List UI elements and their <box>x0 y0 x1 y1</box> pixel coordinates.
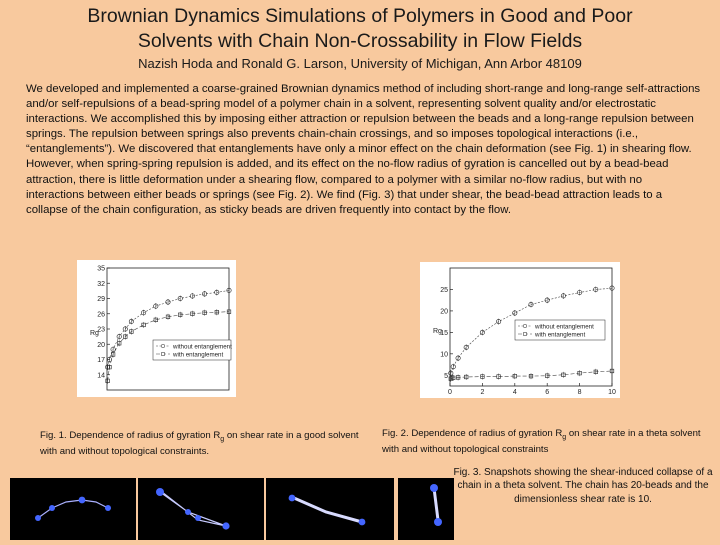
fig2-caption-post: on shear rate in a theta solvent with and without topological constraints <box>382 428 701 456</box>
fig2-y-tick-label: 15 <box>440 329 448 337</box>
fig1-legend-marker <box>161 344 165 348</box>
snapshot-1-chain <box>10 478 136 540</box>
authors-line: Nazish Hoda and Ronald G. Larson, University of Michigan, Ann Arbor 48109 <box>138 56 582 71</box>
fig1-legend-label: without entanglement <box>173 343 232 351</box>
fig2-y-tick-label: 5 <box>444 372 448 380</box>
snapshot-3 <box>266 478 394 540</box>
fig1-caption-post: on shear rate in a good solvent with and without topological constraints. <box>40 430 359 458</box>
snapshot-3-chain <box>266 478 394 540</box>
poster-title <box>40 4 680 54</box>
fig2-x-tick-label: 8 <box>577 389 582 396</box>
snapshot-2 <box>138 478 264 540</box>
title-line-2: Solvents with Chain Non-Crossability in Flow Fields <box>137 30 583 52</box>
fig2-legend-marker <box>523 324 527 328</box>
fig1-y-tick-label: 20 <box>97 341 105 349</box>
fig1-caption-pre: Fig. 1. Dependence of radius of gyration R <box>40 430 221 441</box>
snapshot-2-chain <box>138 478 264 540</box>
fig1-caption-sub: g <box>220 435 225 443</box>
fig3-caption: Fig. 3. Snapshots showing the shear-induced collapse of a chain in a theta solvent. The chain has 20-beads and the dimensionless shear rate is 10. <box>453 467 713 505</box>
fig1-y-axis-label: Rg <box>90 330 99 337</box>
fig2-caption-pre: Fig. 2. Dependence of radius of gyration R <box>382 428 563 439</box>
snapshot-1 <box>10 478 136 540</box>
fig1-y-tick-label: 14 <box>97 372 105 380</box>
fig1-y-tick-label: 17 <box>97 357 105 364</box>
fig1-chart <box>77 260 236 397</box>
fig2-x-tick-label: 0 <box>448 389 452 396</box>
fig2-y-axis-label: Rg <box>433 328 442 335</box>
fig2-caption <box>382 428 702 457</box>
title-line-1: Brownian Dynamics Simulations of Polymers in Good and Poor <box>87 5 633 27</box>
fig1-panel <box>77 260 236 397</box>
fig2-legend-marker <box>524 333 527 336</box>
fig1-y-tick-label: 32 <box>97 280 105 288</box>
fig1-y-tick-label: 29 <box>97 296 105 303</box>
fig2-x-tick-label: 6 <box>545 389 550 396</box>
fig1-y-tick-label: 23 <box>97 326 105 334</box>
fig2-caption-sub: g <box>562 433 567 441</box>
fig2-x-tick-label: 10 <box>608 389 616 396</box>
fig1-legend-marker <box>162 353 165 356</box>
fig2-legend-label: without entanglement <box>535 323 594 331</box>
fig2-x-tick-label: 4 <box>512 389 517 396</box>
fig2-x-tick-label: 2 <box>480 389 485 396</box>
fig2-y-tick-label: 20 <box>440 308 448 316</box>
fig2-y-tick-label: 25 <box>440 286 448 294</box>
snapshot-4 <box>398 478 454 540</box>
fig1-y-tick-label: 35 <box>97 265 105 273</box>
fig2-series-2-line <box>451 371 612 379</box>
fig2-panel <box>420 262 620 398</box>
abstract-text: We developed and implemented a coarse-grained Brownian dynamics method of including short-range and long-range self-attractions and/or self-repulsions of a bead-spring model of a polymer chain in a solvent, representing solvent quality and/or electrostatic interactions. We accomplished this by imposing either attraction or repulsion between the beads and a long-range repulsion between springs. The repulsion between springs also prevents chain-chain crossings, and so imposes topological interactions (i.e., “entanglements”). We discovered that entanglements have only a minor effect on the chain deformation (see Fig. 1) in shearing flow. However, when spring-spring repulsion is added, and its effect on the no-flow radius of gyration is cancelled out by a bead-bead attraction, there is little deformation under a shearing flow, compared to a polymer with a similar no-flow radius, but with no interactions between either beads or springs (see Fig. 2). We find (Fig. 3) that under shear, the bead-bead attraction leads to a collapse of the chain configuration, as sticky beads are driven frequently into contact by the flow. <box>26 83 701 216</box>
fig1-caption <box>40 430 360 459</box>
fig2-chart <box>420 262 620 398</box>
fig1-y-tick-label: 26 <box>97 311 105 319</box>
snapshot-4-chain <box>398 478 454 540</box>
fig2-legend-label: with entanglement <box>535 331 586 339</box>
fig2-y-tick-label: 10 <box>440 351 448 359</box>
fig1-legend-label: with entanglement <box>173 351 224 359</box>
